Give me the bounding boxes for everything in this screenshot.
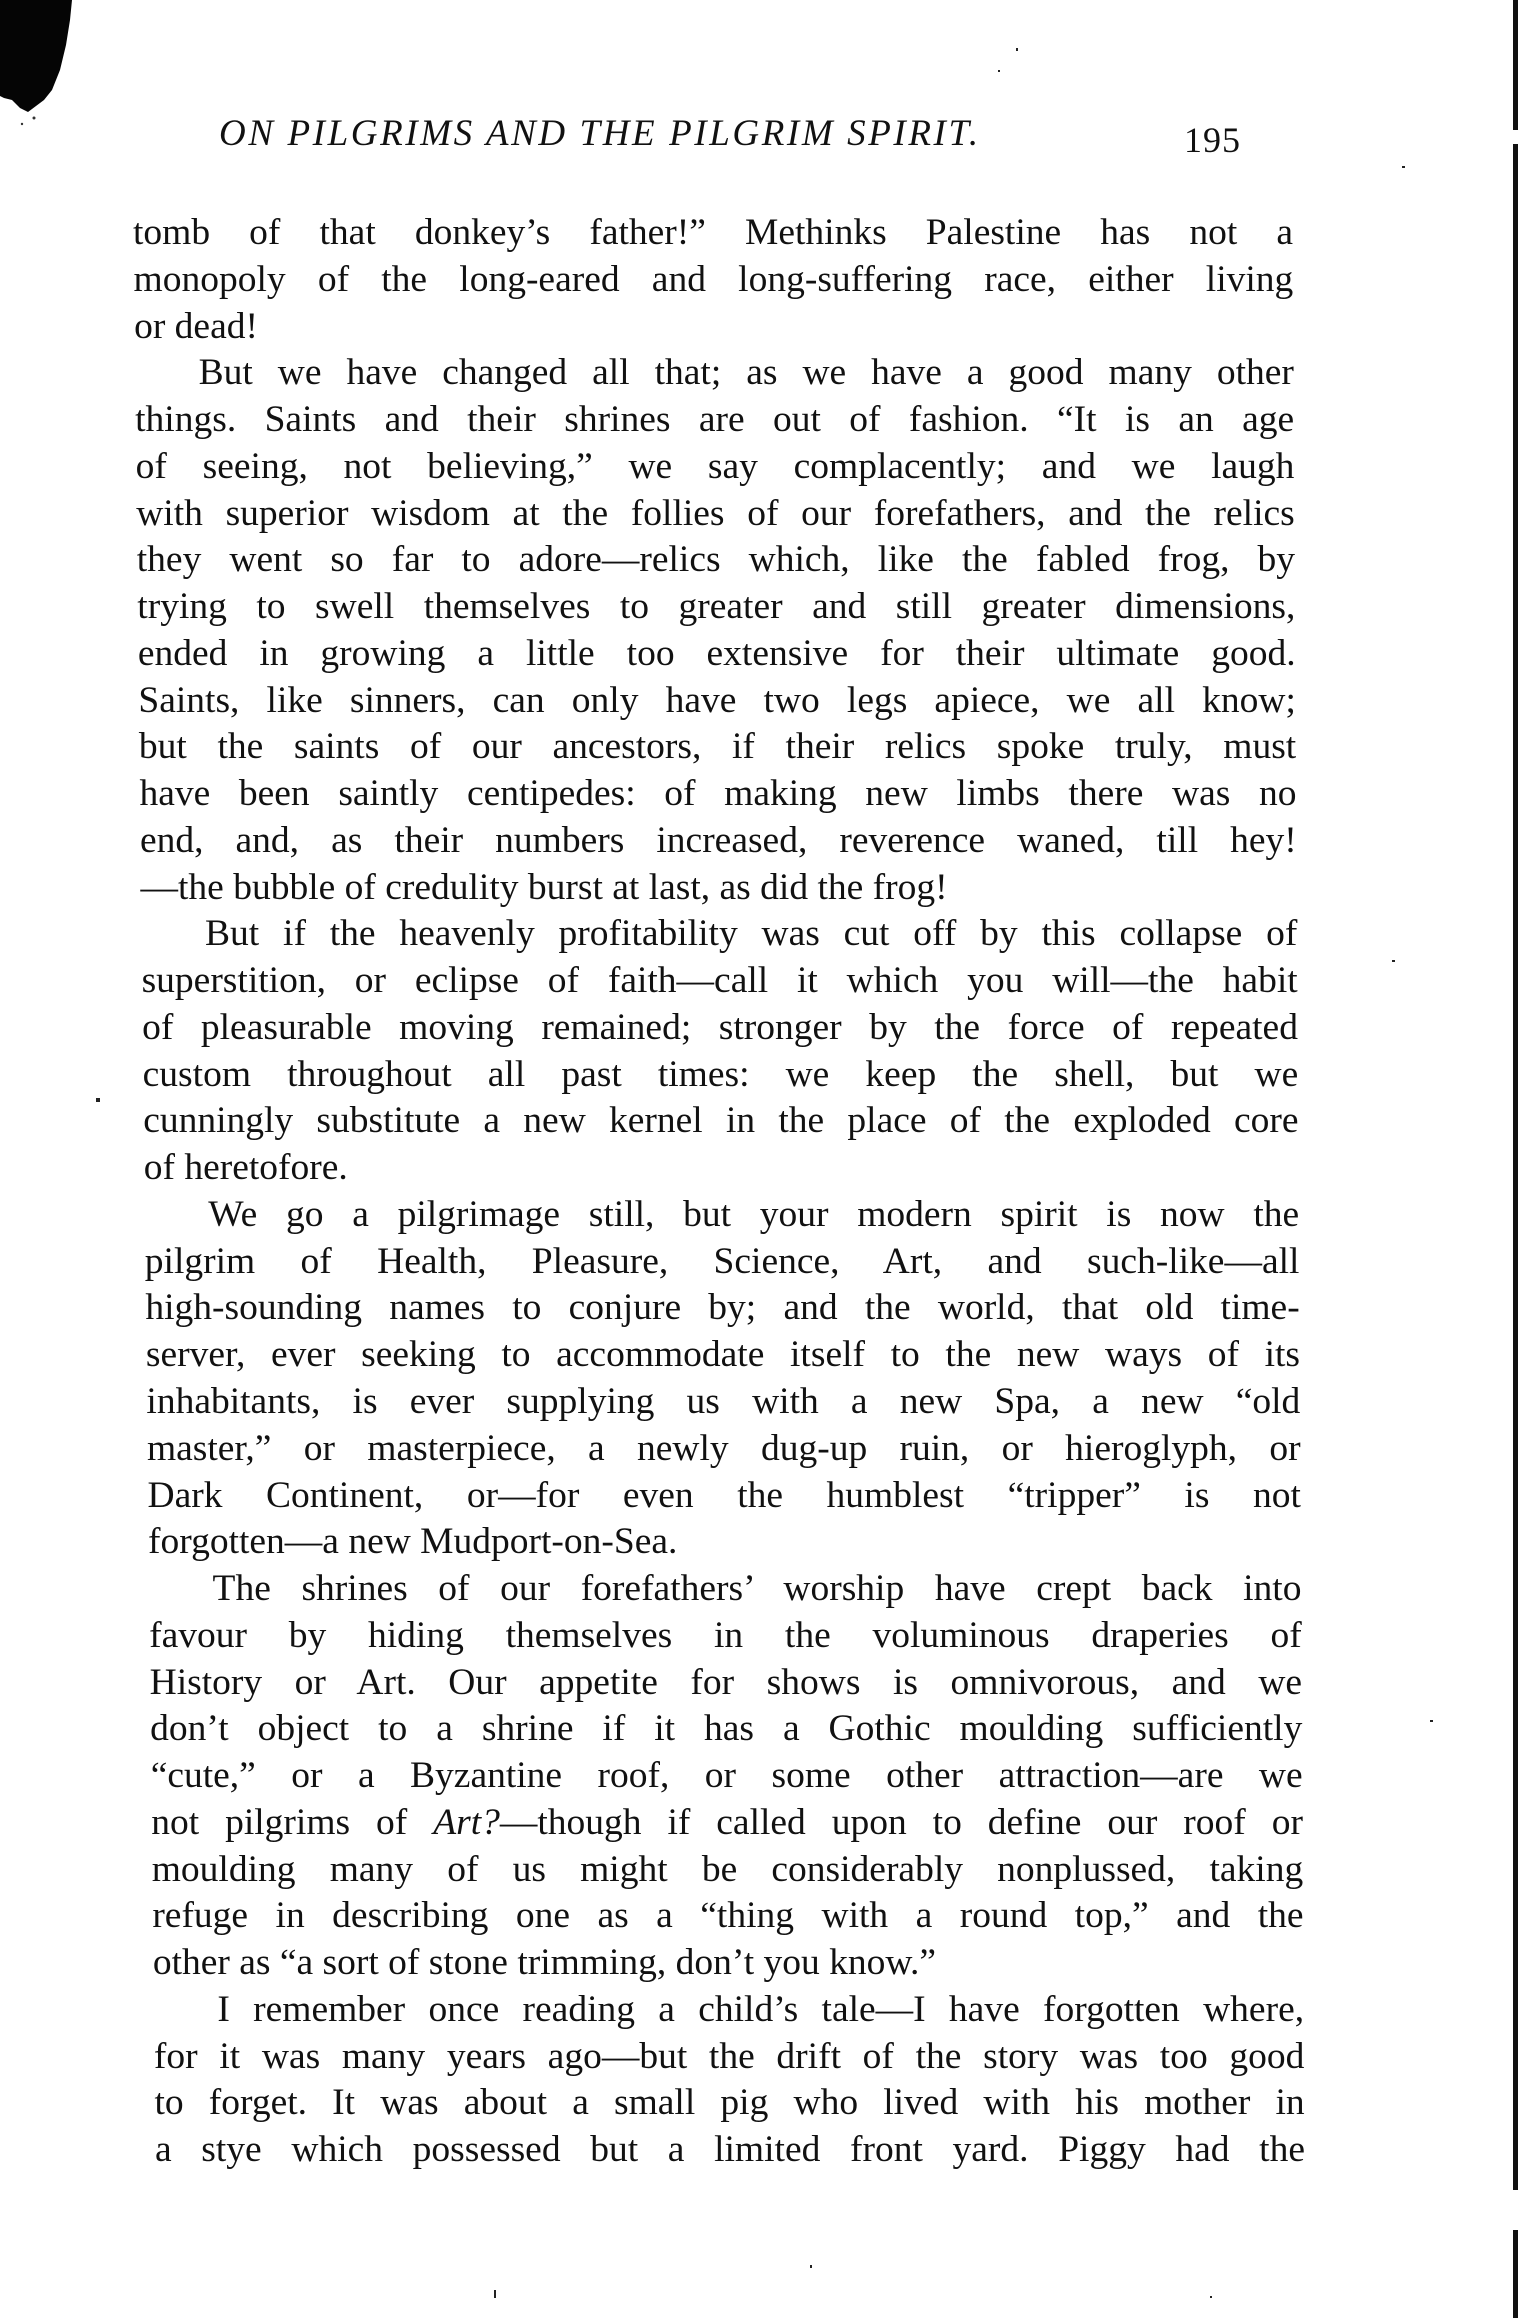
text-line: pilgrim of Health, Pleasure, Science, Art, and such-like—all xyxy=(144,1240,1300,1282)
text-line: superstition, or eclipse of faith—call it which you will—the habit xyxy=(141,960,1298,1002)
text-line: Dark Continent, or—for even the humblest “tripper” is not xyxy=(147,1474,1301,1516)
text-line: Saints, like sinners, can only have two legs apiece, we all know; xyxy=(138,679,1296,721)
text-line: ended in growing a little too extensive for their ultimate good. xyxy=(137,632,1296,674)
speck xyxy=(494,2290,496,2298)
text-line: cunningly substitute a new kernel in the place of the exploded core xyxy=(143,1100,1299,1142)
text-line: favour by hiding themselves in the voluminous draperies of xyxy=(149,1614,1302,1656)
text-line: server, ever seeking to accommodate itself to the new ways of its xyxy=(145,1334,1301,1376)
line-segment: —though if called upon to define our roof or xyxy=(499,1801,1303,1843)
text-line: tomb of that donkey’s father!” Methinks Palestine has not a xyxy=(133,212,1293,253)
text-line: refuge in describing one as a “thing with a round top,” and the xyxy=(152,1895,1304,1937)
text-line: But if the heavenly profitability was cut off by this collapse of xyxy=(205,913,1298,955)
page-number: 195 xyxy=(1184,120,1241,160)
speck xyxy=(1430,1720,1433,1722)
text-line: custom throughout all past times: we keep the shell, but we xyxy=(142,1053,1299,1095)
text-line: trying to swell themselves to greater and still greater dimensions, xyxy=(137,586,1296,628)
text-line: other as “a sort of stone trimming, don’t you know.” xyxy=(152,1942,937,1984)
text-line: inhabitants, is ever supplying us with a new Spa, a new “old xyxy=(146,1381,1301,1422)
text-line: have been saintly centipedes: of making new limbs there was no xyxy=(139,773,1297,815)
text-line: end, and, as their numbers increased, reverence waned, till hey! xyxy=(139,819,1297,861)
text-line: to forget. It was about a small pig who lived with his mother in xyxy=(154,2082,1305,2124)
speck xyxy=(998,70,1000,72)
running-head: ON PILGRIMS AND THE PILGRIM SPIRIT. xyxy=(219,113,981,154)
text-line: for it was many years ago—but the drift of the story was too good xyxy=(153,2035,1305,2077)
text-line: moulding many of us might be considerably nonplussed, taking xyxy=(151,1848,1304,1890)
text-line: “cute,” or a Byzantine roof, or some other attraction—are we xyxy=(150,1755,1303,1797)
text-line: But we have changed all that; as we have a good many other xyxy=(198,352,1294,394)
text-line: with superior wisdom at the follies of our forefathers, and the relics xyxy=(136,492,1295,534)
ink-blot-mark xyxy=(0,0,80,130)
speck xyxy=(1402,166,1405,168)
speck xyxy=(1392,960,1395,962)
text-line: of pleasurable moving remained; stronger by the force of repeated xyxy=(142,1006,1298,1048)
text-line: a stye which possessed but a limited front yard. Piggy had the xyxy=(155,2129,1305,2171)
speck xyxy=(1016,48,1018,51)
text-line: The shrines of our forefathers’ worship have crept back into xyxy=(212,1568,1302,1610)
text-line: but the saints of our ancestors, if their relics spoke truly, must xyxy=(138,726,1297,768)
text-line xyxy=(151,1799,1303,1847)
page-edge-gap xyxy=(1511,2190,1520,2230)
page-edge-rule xyxy=(1513,0,1518,2318)
italic-word: Art? xyxy=(433,1801,500,1843)
text-line: of seeing, not believing,” we say complacently; and we laugh xyxy=(135,445,1295,487)
margin-speck xyxy=(96,1098,100,1102)
text-line: don’t object to a shrine if it has a Gothic moulding sufficiently xyxy=(150,1708,1303,1750)
line-segment: not pilgrims of xyxy=(151,1801,434,1843)
text-line: or dead! xyxy=(134,305,258,347)
text-line: they went so far to adore—relics which, like the fabled frog, by xyxy=(136,539,1296,581)
text-line: History or Art. Our appetite for shows is omnivorous, and we xyxy=(149,1661,1303,1703)
text-line: monopoly of the long-eared and long-suffering race, either living xyxy=(133,258,1294,300)
speck xyxy=(1210,2296,1212,2298)
text-line: master,” or masterpiece, a newly dug-up ruin, or hieroglyph, or xyxy=(146,1427,1301,1469)
text-line: things. Saints and their shrines are out of fashion. “It is an age xyxy=(135,399,1295,441)
text-line: of heretofore. xyxy=(143,1147,348,1189)
text-line: We go a pilgrimage still, but your modern spirit is now the xyxy=(208,1193,1300,1235)
speck xyxy=(810,2265,812,2268)
page-edge-gap xyxy=(1511,130,1520,144)
text-line: —the bubble of credulity burst at last, as did the frog! xyxy=(140,866,948,908)
text-line: high-sounding names to conjure by; and the world, that old time- xyxy=(145,1287,1300,1329)
text-line: I remember once reading a child’s tale—I have forgotten where, xyxy=(217,1988,1305,2030)
text-line: forgotten—a new Mudport-on-Sea. xyxy=(148,1521,678,1563)
